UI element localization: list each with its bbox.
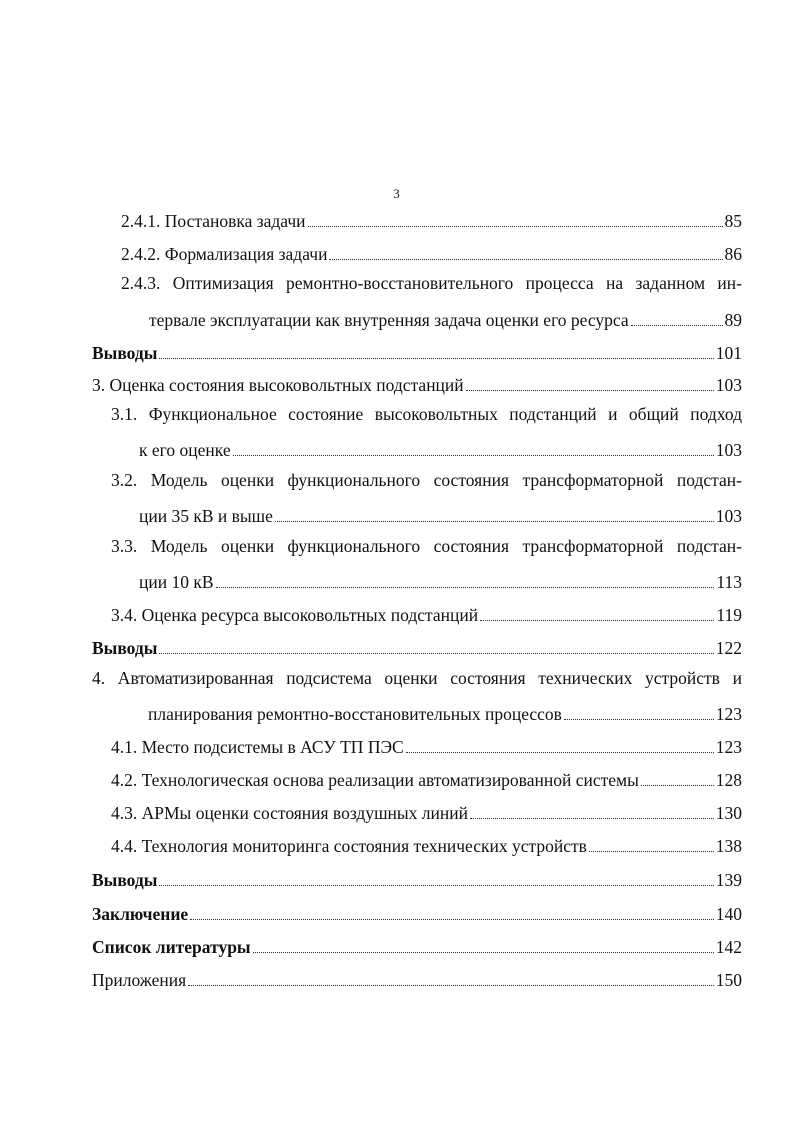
- toc-entry-title: Выводы: [92, 638, 158, 658]
- toc-entry-title: Приложения: [92, 970, 187, 990]
- toc-entry-page: 123: [715, 737, 742, 757]
- dot-leader: [329, 259, 722, 260]
- dot-leader: [308, 226, 723, 227]
- toc-entry-conclusions-4[interactable]: [92, 865, 742, 891]
- toc-entry-title: к его оценке: [139, 440, 231, 460]
- toc-entry-title: 4.2. Технологическая основа реализации автоматизированной системы: [111, 770, 639, 790]
- toc-entry-title: 4.4. Технология мониторинга состояния технических устройств: [111, 836, 587, 856]
- toc-entry-page: 138: [715, 836, 742, 856]
- toc-entry-page: 119: [716, 605, 742, 625]
- dot-leader: [466, 390, 714, 391]
- toc-entry-2-4-2[interactable]: [121, 239, 742, 265]
- toc-entry-references[interactable]: [92, 932, 742, 958]
- dot-leader: [480, 620, 714, 621]
- toc-entry-page: 103: [715, 440, 742, 460]
- toc-entry-title: планирования ремонтно-восстановительных процессов: [148, 704, 562, 724]
- toc-entry-chapter-4-line1[interactable]: 4. Автоматизированная подсистема оценки состояния технических устройств и: [92, 668, 742, 688]
- toc-entry-page: 140: [715, 904, 742, 924]
- dot-leader: [253, 952, 714, 953]
- toc-entry-3-1-line1[interactable]: 3.1. Функциональное состояние высоковольтных подстанций и общий подход: [111, 404, 742, 424]
- toc-entry-conclusion[interactable]: [92, 899, 742, 925]
- dot-leader: [159, 358, 713, 359]
- toc-entry-page: 139: [715, 870, 742, 890]
- dot-leader: [631, 325, 723, 326]
- toc-entry-title: ции 10 кВ: [139, 572, 214, 592]
- toc-entry-2-4-3[interactable]: [149, 305, 742, 331]
- toc-entry-conclusions-2[interactable]: [92, 338, 742, 364]
- dot-leader: [275, 521, 714, 522]
- toc-entry-conclusions-3[interactable]: [92, 633, 742, 659]
- dot-leader: [564, 719, 714, 720]
- toc-entry-appendices[interactable]: [92, 965, 742, 991]
- toc-entry-page: 103: [715, 375, 742, 395]
- dot-leader: [188, 985, 714, 986]
- dot-leader: [190, 919, 714, 920]
- dot-leader: [641, 785, 714, 786]
- toc-entry-title: ции 35 кВ и выше: [139, 506, 273, 526]
- toc-entry-page: 130: [715, 803, 742, 823]
- toc-entry-page: 123: [715, 704, 742, 724]
- toc-entry-2-4-1[interactable]: [121, 206, 742, 232]
- toc-entry-title: 4.1. Место подсистемы в АСУ ТП ПЭС: [111, 737, 404, 757]
- dot-leader: [470, 818, 714, 819]
- dot-leader: [589, 851, 714, 852]
- toc-entry-title: Список литературы: [92, 937, 251, 957]
- toc-entry-3-2-line1[interactable]: 3.2. Модель оценки функционального состояния трансформаторной подстан-: [111, 470, 742, 490]
- toc-entry-3-3[interactable]: [139, 567, 742, 593]
- toc-entry-page: 103: [715, 506, 742, 526]
- toc-entry-page: 86: [724, 244, 742, 264]
- toc-entry-3-1[interactable]: [139, 435, 742, 461]
- toc-entry-4-4[interactable]: [111, 831, 742, 857]
- toc-entry-page: 85: [724, 211, 742, 231]
- dot-leader: [159, 885, 713, 886]
- toc-entry-title: Заключение: [92, 904, 189, 924]
- toc-entry-title: 3.4. Оценка ресурса высоковольтных подстанций: [111, 605, 479, 625]
- toc-entry-title: 3. Оценка состояния высоковольтных подстанций: [92, 375, 464, 395]
- dot-leader: [159, 653, 713, 654]
- toc-entry-page: 128: [715, 770, 742, 790]
- toc-entry-page: 89: [724, 310, 742, 330]
- toc-entry-title: тервале эксплуатации как внутренняя задача оценки его ресурса: [149, 310, 629, 330]
- page-number: 3: [393, 186, 400, 201]
- toc-entry-3-4[interactable]: [111, 600, 742, 626]
- toc-entry-title: Выводы: [92, 343, 158, 363]
- toc-entry-chapter-4[interactable]: [148, 699, 742, 725]
- toc-entry-title: 2.4.1. Постановка задачи: [121, 211, 306, 231]
- toc-entry-4-2[interactable]: [111, 765, 742, 791]
- toc-entry-title: 4.3. АРМы оценки состояния воздушных линий: [111, 803, 468, 823]
- toc-entry-2-4-3-line1[interactable]: 2.4.3. Оптимизация ремонтно-восстановительного процесса на заданном ин-: [121, 273, 742, 293]
- toc-entry-page: 150: [715, 970, 742, 990]
- dot-leader: [216, 587, 715, 588]
- toc-entry-4-3[interactable]: [111, 798, 742, 824]
- toc-entry-3-2[interactable]: [139, 501, 742, 527]
- toc-entry-title: Выводы: [92, 870, 158, 890]
- dot-leader: [233, 455, 714, 456]
- toc-entry-3-3-line1[interactable]: 3.3. Модель оценки функционального состояния трансформаторной подстан-: [111, 536, 742, 556]
- toc-entry-page: 113: [716, 572, 742, 592]
- toc-entry-page: 142: [715, 937, 742, 957]
- toc-entry-chapter-3[interactable]: [92, 370, 742, 396]
- toc-entry-page: 101: [715, 343, 742, 363]
- toc-entry-4-1[interactable]: [111, 732, 742, 758]
- dot-leader: [406, 752, 714, 753]
- toc-entry-title: 2.4.2. Формализация задачи: [121, 244, 328, 264]
- toc-entry-page: 122: [715, 638, 742, 658]
